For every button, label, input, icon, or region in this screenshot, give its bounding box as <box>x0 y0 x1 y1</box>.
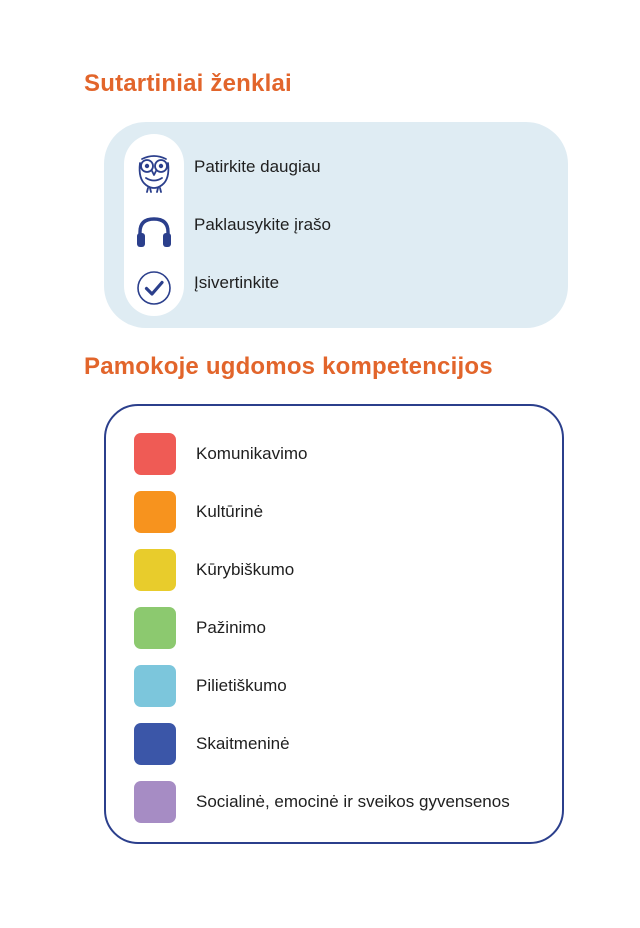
competency-item <box>134 607 266 649</box>
competency-item <box>134 491 263 533</box>
color-swatch <box>134 549 176 591</box>
competency-item <box>134 433 308 475</box>
headphones-icon <box>132 210 176 254</box>
legend-title: Sutartiniai ženklai <box>84 70 292 97</box>
competency-label: Pažinimo <box>196 618 266 637</box>
competency-label: Socialinė, emocinė ir sveikos gyvensenos <box>196 792 510 811</box>
competency-label: Kultūrinė <box>196 502 264 521</box>
legend-label-owl: Patirkite daugiau <box>194 157 321 176</box>
competency-item <box>134 723 290 765</box>
competency-label: Pilietiškumo <box>196 676 287 695</box>
competency-label: Skaitmeninė <box>196 734 290 753</box>
competency-item <box>134 665 287 707</box>
competencies-title: Pamokoje ugdomos kompetencijos <box>84 353 493 380</box>
competencies-box <box>104 404 564 844</box>
color-swatch <box>134 433 176 475</box>
competency-item <box>134 549 294 591</box>
competency-item <box>134 781 510 823</box>
color-swatch <box>134 491 176 533</box>
color-swatch <box>134 665 176 707</box>
icon-column <box>124 134 184 316</box>
legend-label-check: Įsivertinkite <box>194 273 280 292</box>
legend-label-headphones: Paklausykite įrašo <box>194 215 332 234</box>
color-swatch <box>134 781 176 823</box>
competency-label: Komunikavimo <box>196 444 308 463</box>
legend-box <box>104 122 568 328</box>
owl-icon <box>132 150 176 194</box>
color-swatch <box>134 607 176 649</box>
competency-label: Kūrybiškumo <box>196 560 295 579</box>
check-circle-icon <box>132 266 176 310</box>
color-swatch <box>134 723 176 765</box>
